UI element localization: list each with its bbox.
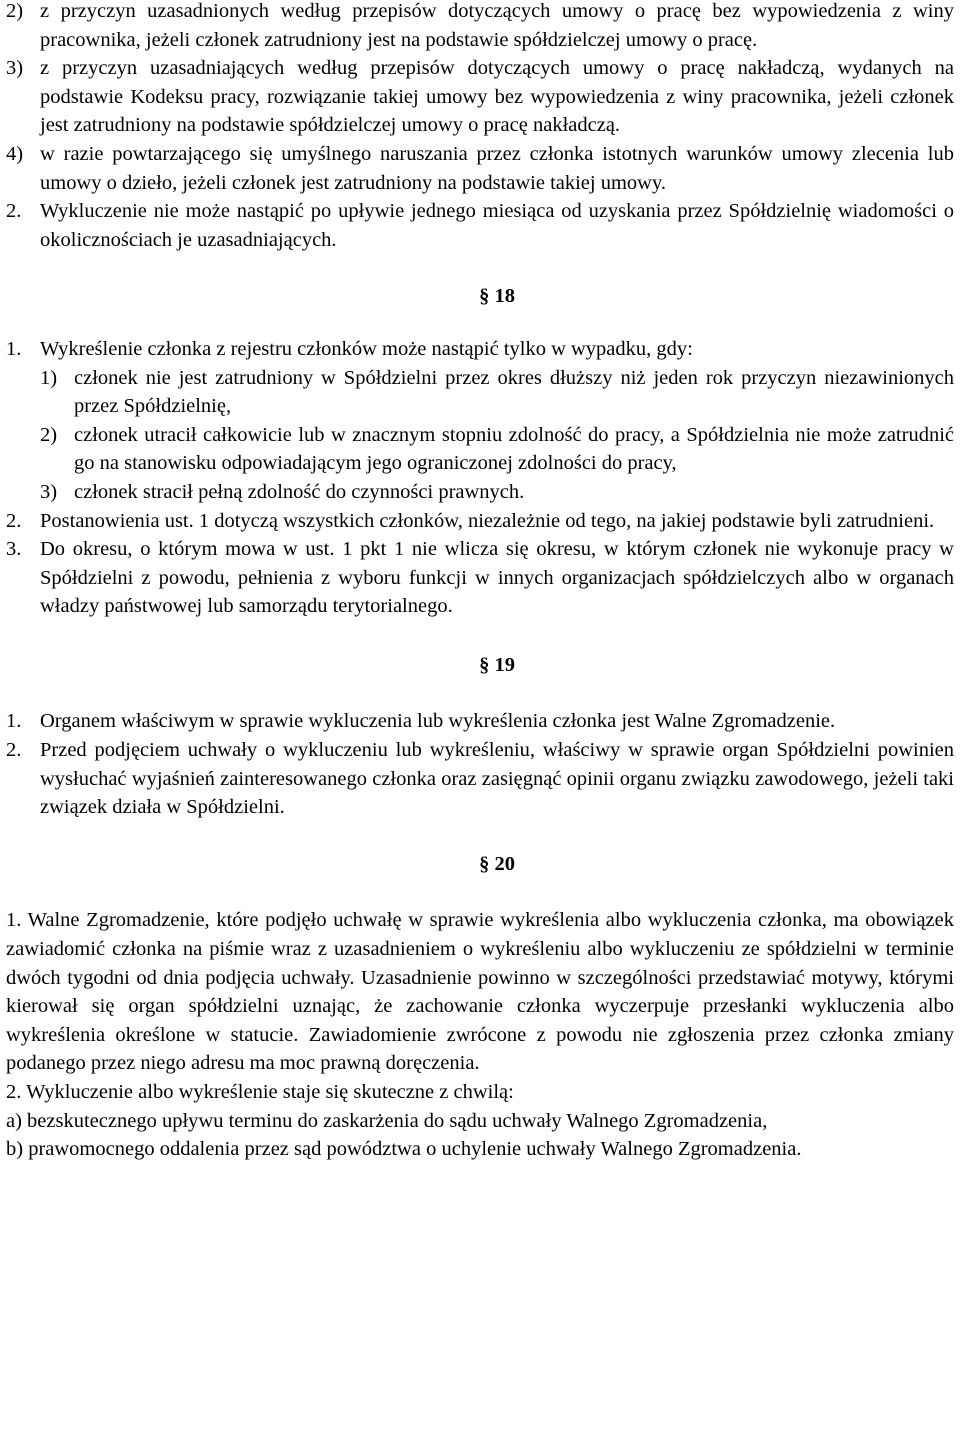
list-item-text: w razie powtarzającego się umyślnego naruszania przez członka istotnych warunków umowy zlecenia lub umowy o dzieło, jeżeli członek jest zatrudniony na podstawie takiej umowy. xyxy=(40,142,954,194)
section-number: 19 xyxy=(494,653,515,676)
section-symbol: § xyxy=(479,653,495,676)
numbered-paragraph xyxy=(6,507,954,536)
list-item-number: 2) xyxy=(40,423,58,446)
numbered-paragraph xyxy=(6,197,954,254)
paragraph-text: 2. Wykluczenie albo wykreślenie staje się skuteczne z chwilą: xyxy=(6,1081,514,1103)
list-item xyxy=(40,364,954,421)
paragraph-text: Do okresu, o którym mowa w ust. 1 pkt 1 nie wlicza się okresu, w którym członek nie wykonuje pracy w Spółdzielni z powodu, pełnienia z wyboru funkcji w innych organizacjach spółdzielczych albo w organach władzy państwowej lub samorządu terytorialnego. xyxy=(40,538,954,618)
paragraph-number: 2. xyxy=(6,509,22,532)
document-page xyxy=(6,0,954,1164)
list-item-text: członek stracił pełną zdolność do czynności prawnych. xyxy=(74,480,525,503)
paragraph-text: Organem właściwym w sprawie wykluczenia lub wykreślenia członka jest Walne Zgromadzenie. xyxy=(40,710,836,733)
numbered-paragraph xyxy=(6,535,954,621)
paragraph-text: 1. Walne Zgromadzenie, które podjęło uchwałę w sprawie wykreślenia albo wykluczenia członka, ma obowiązek zawiadomić członka na piśmie wraz z uzasadnieniem o wykreśleniu albo wykluczeniu ze spółdzielni w terminie dwóch tygodni od dnia podjęcia uchwały. Uzasadnienie powinno w szczególności przedstawiać motywy, którymi kierował się organ spółdzielni uznając, że zachowanie członka wyczerpuje przesłanki wykluczenia albo wykreślenia określone w statucie. Zawiadomienie zwrócone z powodu nie zgłoszenia przez członka zmiany podanego przez niego adresu ma moc prawną doręczenia. xyxy=(6,909,954,1075)
list-item-text: członek nie jest zatrudniony w Spółdzielni przez okres dłuższy niż jeden rok przyczyn niezawinionych przez Spółdzielnię, xyxy=(74,366,954,418)
section-number: 20 xyxy=(494,852,515,875)
section-heading-19 xyxy=(6,651,954,680)
paragraph-number: 1. xyxy=(6,710,22,733)
list-item-number: 4) xyxy=(6,142,24,165)
list-item xyxy=(6,0,954,54)
list-item-number: 3) xyxy=(40,480,58,503)
paragraph-text: a) bezskutecznego upływu terminu do zaskarżenia do sądu uchwały Walnego Zgromadzenia, xyxy=(6,1109,768,1132)
paragraph-text: Przed podjęciem uchwały o wykluczeniu lub wykreśleniu, właściwy w sprawie organ Spółdzielni powinien wysłuchać wyjaśnień zainteresowanego członka oraz zasięgnąć opinii organu związku zawodowego, jeżeli taki związek działa w Spółdzielni. xyxy=(40,739,954,819)
paragraph-number: 3. xyxy=(6,538,22,561)
numbered-paragraph xyxy=(6,707,954,736)
paragraph-number: 1. xyxy=(6,337,22,360)
paragraph-text: Wykreślenie członka z rejestru członków może nastąpić tylko w wypadku, gdy: xyxy=(40,337,693,360)
list-item-text: z przyczyn uzasadniających według przepisów dotyczących umowy o pracę nakładczą, wydanych na podstawie Kodeksu pracy, rozwiązanie takiej umowy bez wypowiedzenia z winy pracownika, jeżeli członek jest zatrudniony na podstawie spółdzielczej umowy o pracę nakładczą. xyxy=(40,57,954,137)
list-item-text: z przyczyn uzasadnionych według przepisów dotyczących umowy o pracę bez wypowiedzenia z winy pracownika, jeżeli członek zatrudniony jest na podstawie spółdzielczej umowy o pracę. xyxy=(40,0,954,51)
list-item-text: członek utracił całkowicie lub w znacznym stopniu zdolność do pracy, a Spółdzielnia nie może zatrudnić go na stanowisku odpowiadającym jego ograniczonej zdolności do pracy, xyxy=(74,423,954,475)
list-item-number: 2) xyxy=(6,0,24,22)
section-heading-18 xyxy=(6,282,954,311)
paragraph-number: 2. xyxy=(6,739,22,762)
section-symbol: § xyxy=(479,285,495,308)
list-item-number: 3) xyxy=(6,57,24,80)
paragraph-text: Wykluczenie nie może nastąpić po upływie jednego miesiąca od uzyskania przez Spółdzielnię wiadomości o okolicznościach je uzasadniających. xyxy=(40,200,954,251)
paragraph-text: b) prawomocnego oddalenia przez sąd powództwa o uchylenie uchwały Walnego Zgromadzenia. xyxy=(6,1138,802,1161)
list-item xyxy=(6,54,954,140)
numbered-paragraph xyxy=(6,335,954,364)
section-number: 18 xyxy=(494,285,515,308)
section-heading-20 xyxy=(6,850,954,879)
section-symbol: § xyxy=(479,852,495,875)
list-item xyxy=(6,140,954,197)
list-item-number: 1) xyxy=(40,366,58,389)
paragraph-text: Postanowienia ust. 1 dotyczą wszystkich członków, niezależnie od tego, na jakiej podstawie byli zatrudnieni. xyxy=(40,509,935,532)
list-item xyxy=(40,421,954,478)
paragraph-number: 2. xyxy=(6,200,22,223)
numbered-paragraph xyxy=(6,736,954,822)
list-item xyxy=(40,478,954,507)
